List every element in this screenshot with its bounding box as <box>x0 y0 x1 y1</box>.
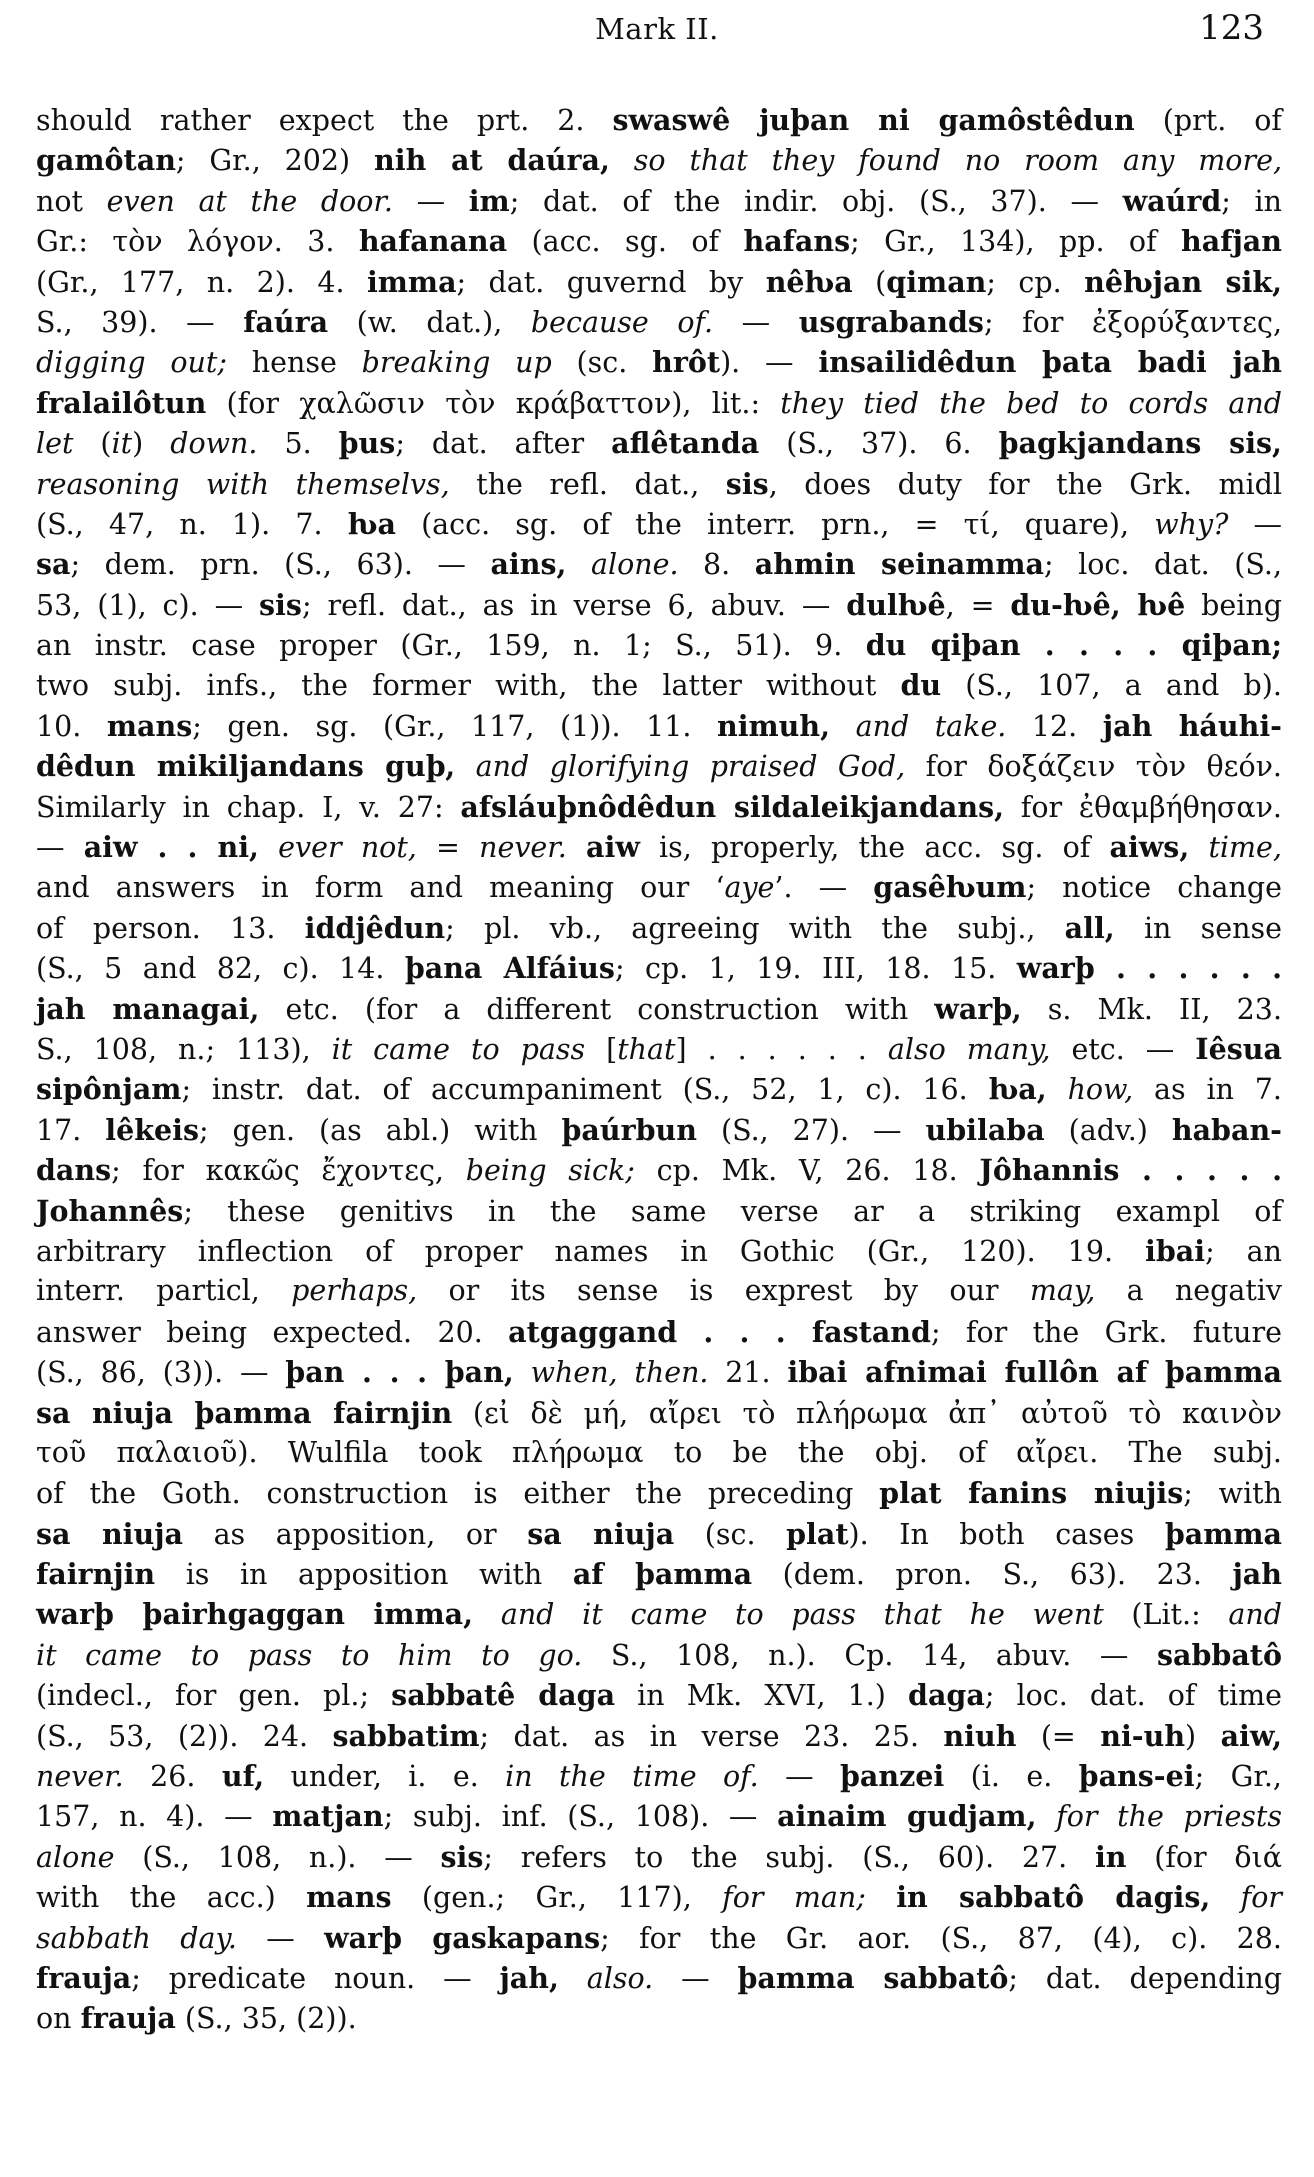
text-line: not even at the door. — im; dat. of the indir. obj. (S., 37). — waúrd; in <box>36 183 1282 218</box>
text-line: warþ þairhgaggan imma, and it came to pass that he went (Lit.: and <box>36 1597 1283 1632</box>
text-line: alone (S., 108, n.). — sis; refers to the subj. (S., 60). 27. in (for διά <box>36 1839 1282 1874</box>
text-line: (S., 47, n. 1). 7. ƕa (acc. sg. of the interr. prn., = τί, quare), why? — <box>36 506 1283 541</box>
text-line: dêdun mikiljandans guþ, and glorifying praised God, for δοξάζειν τὸν θεόν. <box>36 749 1282 784</box>
text-line: Similarly in chap. I, v. 27: afsláuþnôdêdun sildaleikjandans, for ἐθαμβήθησαν. <box>36 789 1282 824</box>
text-line: 10. mans; gen. sg. (Gr., 117, (1)). 11. nimuh, and take. 12. jah háuhi- <box>36 708 1282 743</box>
text-line: it came to pass to him to go. S., 108, n.). Cp. 14, abuv. — sabbatô <box>36 1637 1282 1672</box>
text-line: (S., 5 and 82, c). 14. þana Alfáius; cp. 1, 19. III, 18. 15. warþ . . . . . . <box>36 951 1282 986</box>
text-line: arbitrary inflection of proper names in Gothic (Gr., 120). 19. ibai; an <box>36 1233 1282 1268</box>
text-line: jah managai, etc. (for a different construction with warþ, s. Mk. II, 23. <box>36 991 1282 1026</box>
text-line: and answers in form and meaning our ‘aye’. — gasêƕum; notice change <box>36 870 1282 905</box>
text-line: 17. lêkeis; gen. (as abl.) with þaúrbun (S., 27). — ubilaba (adv.) haban- <box>36 1112 1282 1147</box>
text-line: digging out; hense breaking up (sc. hrôt). — insailidêdun þata badi jah <box>36 345 1283 380</box>
text-line: interr. particl, perhaps, or its sense is exprest by our may, a negativ <box>36 1274 1282 1308</box>
text-line: (Gr., 177, n. 2). 4. imma; dat. guvernd by nêƕa (qiman; cp. nêƕjan sik, <box>36 264 1282 299</box>
text-line: sa; dem. prn. (S., 63). — ains, alone. 8. ahmin seinamma; loc. dat. (S., <box>36 547 1283 582</box>
text-line: fralailôtun (for χαλῶσιν τὸν κράβαττον), lit.: they tied the bed to cords and <box>36 385 1282 420</box>
text-line: two subj. infs., the former with, the latter without du (S., 107, a and b). <box>36 668 1282 703</box>
text-line: (indecl., for gen. pl.; sabbatê daga in Mk. XVI, 1.) daga; loc. dat. of time <box>36 1678 1283 1713</box>
text-line: sa niuja þamma fairnjin (εἰ δὲ μή, αἴρει τὸ πλήρωμα ἀπ᾽ αὐτοῦ τὸ καινὸν <box>36 1395 1282 1430</box>
running-title: Mark II. <box>595 12 719 46</box>
text-line: should rather expect the prt. 2. swaswê juþan ni gamôstêdun (prt. of <box>36 103 1282 137</box>
text-line: answer being expected. 20. atgaggand . . . fastand; for the Grk. future <box>36 1314 1282 1349</box>
text-line: 53, (1), c). — sis; refl. dat., as in verse 6, abuv. — dulƕê, = du-ƕê, ƕê being <box>36 587 1282 622</box>
text-line: 157, n. 4). — matjan; subj. inf. (S., 108). — ainaim gudjam, for the priests <box>36 1799 1283 1834</box>
text-line: gamôtan; Gr., 202) nih at daúra, so that they found no room any more, <box>36 143 1282 178</box>
text-line: (S., 53, (2)). 24. sabbatim; dat. as in verse 23. 25. niuh (= ni-uh) aiw, <box>36 1718 1282 1753</box>
commentary-text <box>36 100 1282 2039</box>
text-line: S., 108, n.; 113), it came to pass [that] . . . . . . also many, etc. — Iêsua <box>36 1031 1282 1066</box>
text-line: τοῦ παλαιοῦ). Wulfila took πλήρωμα to be the obj. of αἴρει. The subj. <box>36 1435 1282 1469</box>
text-line: let (it) down. 5. þus; dat. after aflêtanda (S., 37). 6. þagkjandans sis, <box>36 426 1282 461</box>
text-line: of person. 13. iddjêdun; pl. vb., agreeing with the subj., all, in sense <box>36 910 1282 945</box>
text-line: sa niuja as apposition, or sa niuja (sc. plat). In both cases þamma <box>36 1516 1283 1551</box>
text-line: (S., 86, (3)). — þan . . . þan, when, then. 21. ibai afnimai fullôn af þamma <box>36 1355 1283 1390</box>
text-line: fairnjin is in apposition with af þamma (dem. pron. S., 63). 23. jah <box>36 1557 1282 1592</box>
text-line: never. 26. uf, under, i. e. in the time of. — þanzei (i. e. þans-ei; Gr., <box>36 1759 1282 1794</box>
page-number: 123 <box>1199 8 1264 48</box>
text-line: Johannês; these genitivs in the same verse ar a striking exampl of <box>36 1193 1282 1228</box>
text-line: reasoning with themselvs, the refl. dat., sis, does duty for the Grk. midl <box>36 466 1283 501</box>
text-line: sipônjam; instr. dat. of accumpaniment (S., 52, 1, c). 16. ƕa, how, as in 7. <box>36 1072 1282 1107</box>
text-line: frauja; predicate noun. — jah, also. — þamma sabbatô; dat. depending <box>36 1960 1282 1995</box>
text-line: dans; for κακῶς ἔχοντες, being sick; cp. Mk. V, 26. 18. Jôhannis . . . . . <box>36 1153 1282 1188</box>
text-line: Gr.: τὸν λόγον. 3. hafanana (acc. sg. of hafans; Gr., 134), pp. of hafjan <box>36 224 1282 259</box>
text-line: of the Goth. construction is either the preceding plat fanins niujis; with <box>36 1476 1282 1511</box>
text-line: an instr. case proper (Gr., 159, n. 1; S., 51). 9. du qiþan . . . . qiþan; <box>36 628 1283 663</box>
text-line: S., 39). — faúra (w. dat.), because of. — usgrabands; for ἐξορύξαντες, <box>36 304 1283 339</box>
text-line: — aiw . . ni, ever not, = never. aiw is, properly, the acc. sg. of aiws, time, <box>36 830 1282 865</box>
text-line: with the acc.) mans (gen.; Gr., 117), for man; in sabbatô dagis, for <box>36 1880 1283 1915</box>
text-line: on frauja (S., 35, (2)). <box>36 2001 357 2036</box>
text-line: sabbath day. — warþ gaskapans; for the Gr. aor. (S., 87, (4), c). 28. <box>36 1920 1282 1955</box>
